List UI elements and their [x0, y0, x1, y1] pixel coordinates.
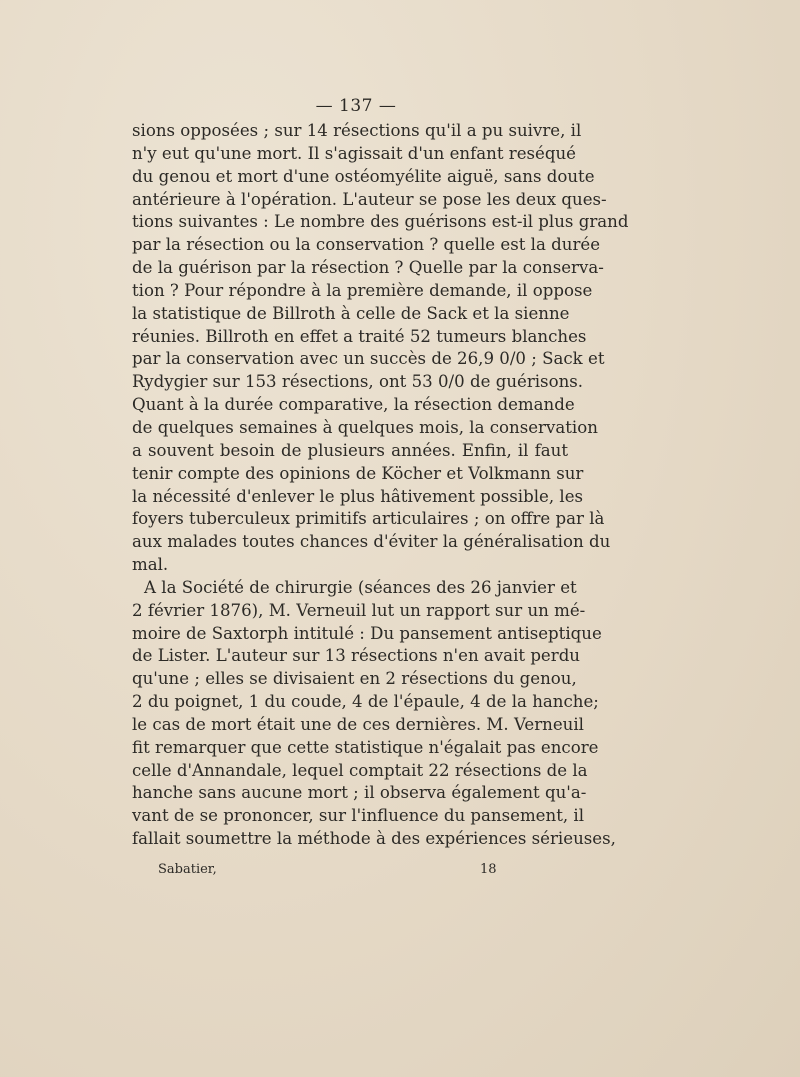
- text-line: hanche sans aucune mort ; il observa également qu'a-: [132, 783, 587, 803]
- text-line: fallait soumettre la méthode à des expériences sérieuses,: [132, 829, 616, 849]
- text-line: Quant à la durée comparative, la résection demande: [132, 395, 575, 415]
- text-line: celle d'Annandale, lequel comptait 22 résections de la: [132, 760, 588, 780]
- text-line: moire de Saxtorph intitulé : Du pansement antiseptique: [132, 623, 602, 643]
- text-line: A la Société de chirurgie (séances des 26 janvier et: [144, 577, 577, 597]
- author-signature: Sabatier,: [158, 862, 217, 877]
- text-line: du genou et mort d'une ostéomyélite aiguë, sans doute: [132, 166, 595, 186]
- text-line: tenir compte des opinions de Köcher et Volkmann sur: [132, 463, 584, 483]
- text-line: mal.: [132, 555, 169, 575]
- text-line: la nécessité d'enlever le plus hâtivement possible, les: [132, 486, 584, 506]
- text-line: par la résection ou la conservation ? quelle est la durée: [132, 235, 601, 255]
- text-line: de la guérison par la résection ? Quelle par la conserva-: [132, 258, 604, 278]
- text-line: n'y eut qu'une mort. Il s'agissait d'un enfant reséqué: [132, 143, 576, 163]
- text-line: qu'une ; elles se divisaient en 2 résections du genou,: [132, 669, 577, 689]
- text-line: le cas de mort était une de ces dernières. M. Verneuil: [132, 714, 584, 734]
- body-text: [132, 120, 629, 851]
- text-line: antérieure à l'opération. L'auteur se pose les deux ques-: [132, 189, 607, 209]
- text-line: sions opposées ; sur 14 résections qu'il a pu suivre, il: [132, 121, 582, 140]
- text-line: a souvent besoin de plusieurs années. Enfin, il faut: [132, 440, 568, 460]
- text-line: de quelques semaines à quelques mois, la conservation: [132, 417, 598, 437]
- text-line: de Lister. L'auteur sur 13 résections n'en avait perdu: [132, 646, 580, 666]
- text-line: aux malades toutes chances d'éviter la généralisation du: [132, 532, 611, 552]
- signature-mark: 18: [480, 862, 497, 877]
- text-line: 2 du poignet, 1 du coude, 4 de l'épaule, 4 de la hanche;: [132, 692, 599, 712]
- text-line: tion ? Pour répondre à la première demande, il oppose: [132, 280, 593, 300]
- text-line: par la conservation avec un succès de 26,9 0/0 ; Sack et: [132, 349, 605, 369]
- text-line: Rydygier sur 153 résections, ont 53 0/0 de guérisons.: [132, 372, 584, 392]
- text-line: tions suivantes : Le nombre des guérisons est-il plus grand: [132, 212, 629, 232]
- text-line: réunies. Billroth en effet a traité 52 tumeurs blanches: [132, 326, 587, 346]
- page-footer: [158, 862, 498, 882]
- text-line: 2 février 1876), M. Verneuil lut un rapport sur un mé-: [132, 600, 586, 620]
- page-number-header: — 137 —: [315, 96, 397, 116]
- text-line: fit remarquer que cette statistique n'égalait pas encore: [132, 737, 599, 757]
- text-line: la statistique de Billroth à celle de Sack et la sienne: [132, 303, 570, 323]
- text-line: foyers tuberculeux primitifs articulaires ; on offre par là: [132, 509, 605, 529]
- text-line: vant de se prononcer, sur l'influence du pansement, il: [132, 806, 585, 826]
